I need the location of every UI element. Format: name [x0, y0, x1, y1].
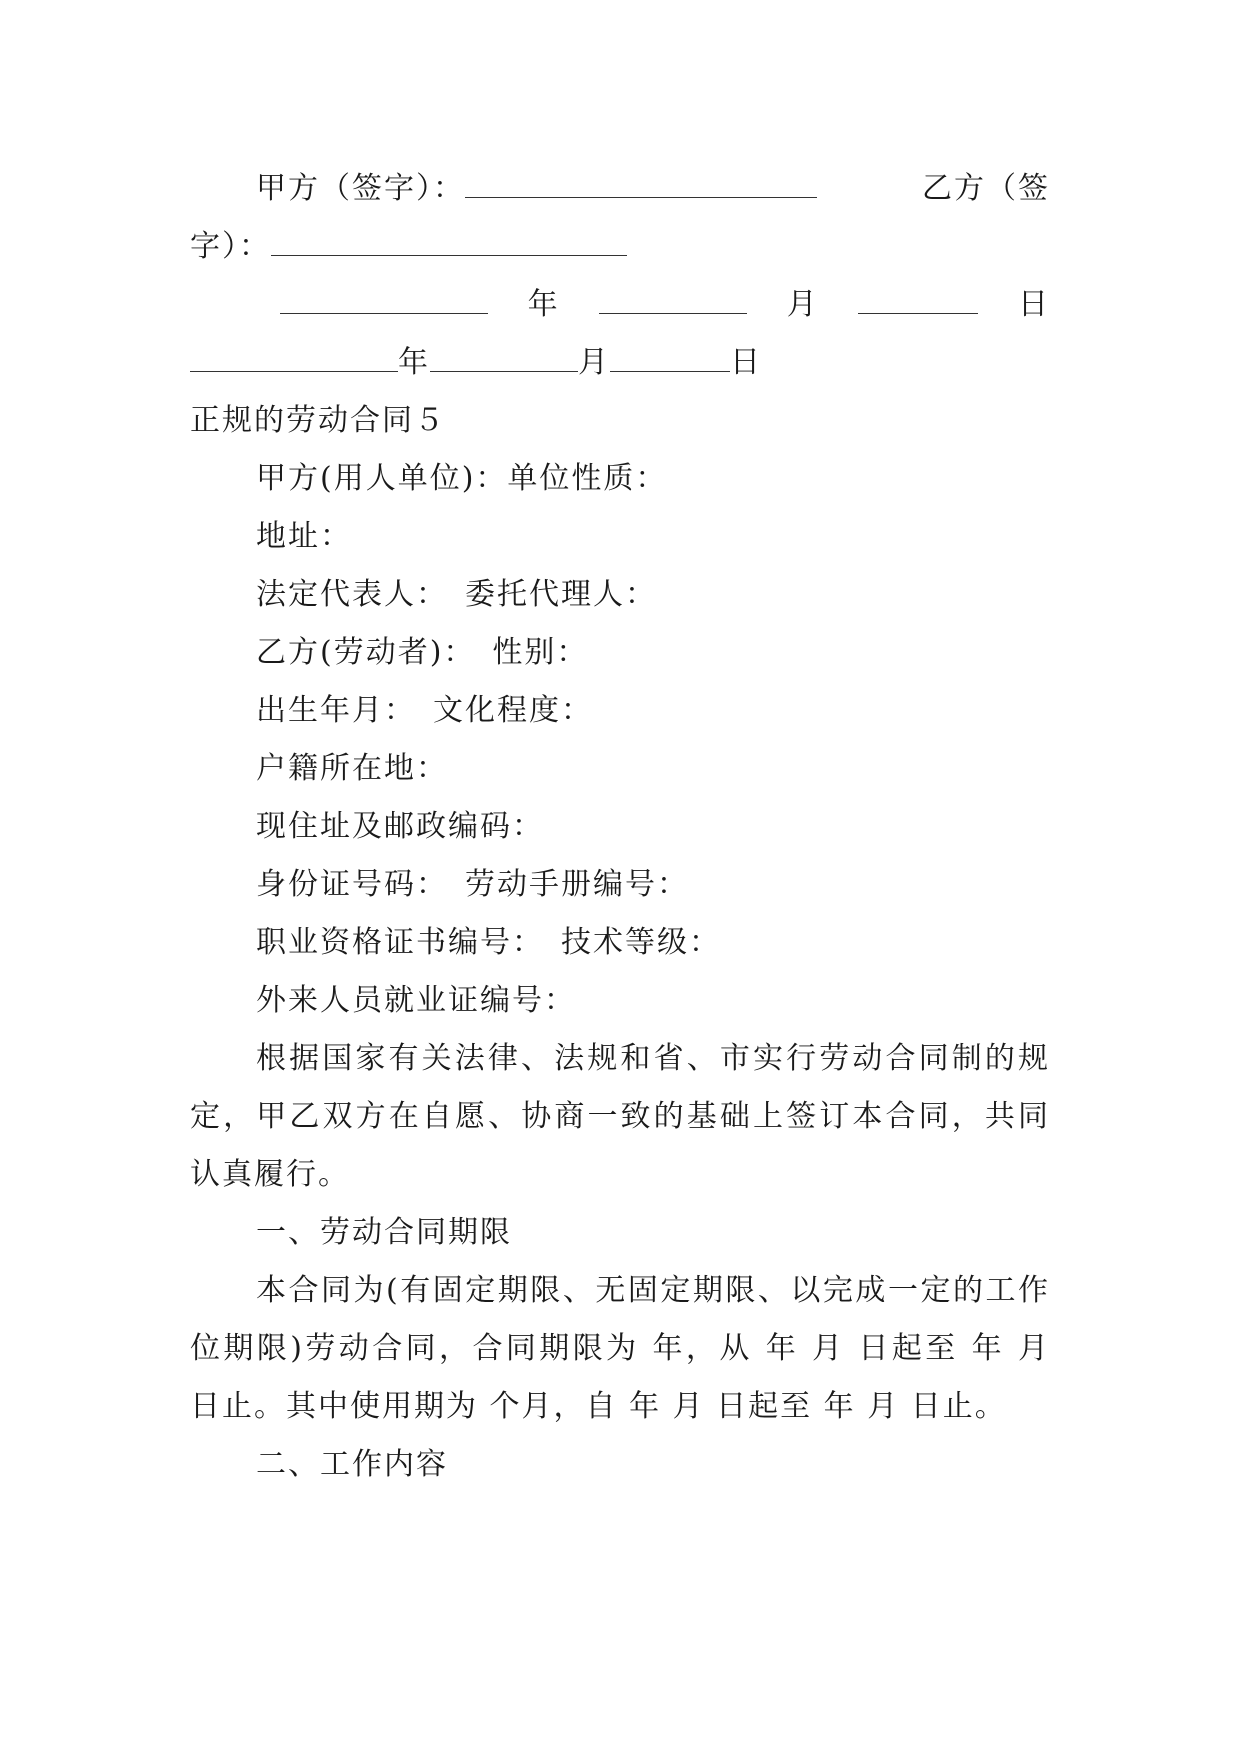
field-current-address: 现住址及邮政编码：: [256, 809, 544, 844]
party-a-day-blank[interactable]: [858, 283, 978, 314]
field-employment-permit: 外来人员就业证编号：: [256, 983, 576, 1018]
party-a-day-label: 日: [1017, 287, 1050, 322]
field-household-registration: 户籍所在地：: [256, 751, 448, 786]
party-b-signature: [190, 218, 1050, 276]
party-a-month-blank[interactable]: [599, 283, 747, 314]
party-a-label: 甲方（签字）：: [256, 171, 465, 206]
field-certificate: 职业资格证书编号： 技术等级：: [256, 925, 721, 960]
party-b-month-label: 月: [578, 345, 610, 380]
party-b-day-blank[interactable]: [610, 341, 730, 372]
signature-row: [190, 160, 1050, 218]
section-1-body: 本合同为(有固定期限、无固定期限、以完成一定的工作位期限)劳动合同，合同期限为 年，从 年 月 日起至 年 月 日止。其中使用期为 个月，自 年 月 日起至 年 月 日止。: [190, 1273, 1050, 1424]
intro-paragraph: 根据国家有关法律、法规和省、市实行劳动合同制的规定，甲乙双方在自愿、协商一致的基础上签订本合同，共同认真履行。: [190, 1041, 1050, 1192]
field-id-number: 身份证号码： 劳动手册编号：: [256, 867, 689, 902]
field-employer: 甲方(用人单位)：单位性质：: [256, 461, 668, 496]
contract-title: 正规的劳动合同５: [190, 403, 446, 438]
party-b-label-start: 乙方（签: [922, 171, 1050, 206]
party-b-month-blank[interactable]: [430, 341, 578, 372]
party-a-month-label: 月: [786, 287, 819, 322]
field-birth-education: 出生年月： 文化程度：: [256, 693, 593, 728]
field-legal-representative: 法定代表人： 委托代理人：: [256, 577, 657, 612]
party-b-year-label: 年: [398, 345, 430, 380]
party-a-signature-blank[interactable]: [465, 167, 817, 198]
document-content: [190, 160, 1050, 1494]
section-1-title: 一、劳动合同期限: [256, 1215, 512, 1250]
party-b-day-label: 日: [730, 345, 762, 380]
party-a-signature: [256, 160, 817, 218]
field-employee: 乙方(劳动者)： 性别：: [256, 635, 589, 670]
party-b-signature-blank[interactable]: [271, 225, 627, 256]
field-address: 地址：: [256, 519, 352, 554]
section-2-title: 二、工作内容: [256, 1447, 448, 1482]
party-a-date-row: [190, 276, 1050, 334]
party-b-year-blank[interactable]: [190, 341, 398, 372]
party-b-label-end: 字）：: [190, 229, 271, 264]
party-a-year-blank[interactable]: [280, 283, 488, 314]
party-b-date-row: [190, 334, 1050, 392]
party-a-year-label: 年: [527, 287, 560, 322]
